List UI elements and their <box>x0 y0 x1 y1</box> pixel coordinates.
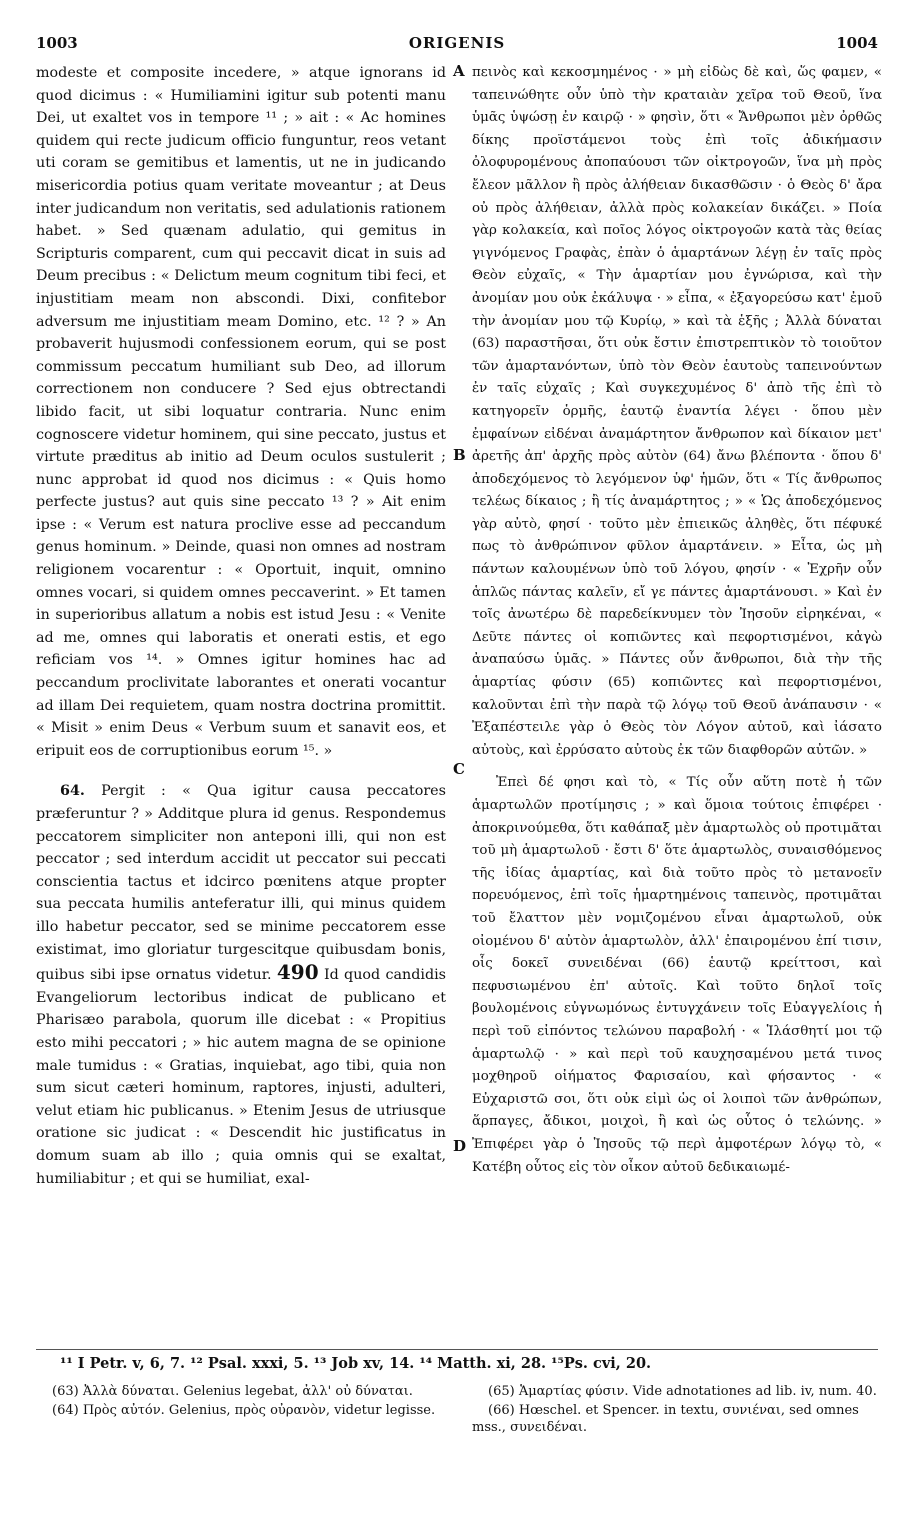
margin-marker-b: B <box>453 446 466 464</box>
note-65: (65) Ἁμαρτίας φύσιν. Vide adnotationes ad lib. iv, num. 40. <box>488 1384 877 1399</box>
note-66: (66) Hœschel. et Spencer. in textu, συνιέναι, sed omnes mss., συνειδέναι. <box>472 1403 859 1435</box>
greek-paragraph-1: πεινὸς καὶ κεκοσμημένος · » μὴ εἰδὼς δὲ καὶ, ὥς φαμεν, « ταπεινώθητε οὖν ὑπὸ τὴν κραταιὰν χεῖρα τοῦ Θεοῦ, ἵνα ὑμᾶς ὑψώσῃ ἐν καιρῷ · » φησὶν, ὅτι « Ἄνθρωποι μὲν ὀρθῶς δίκης προϊστάμενοι τοὺς ἐπὶ τοῖς ἀδικήμασιν ὀλοφυρομένους ἀποπαύουσι τῶν οἰκτρογοῶν, ἵνα μὴ πρὸς ἔλεον μᾶλλον ἢ πρὸς ἀλήθειαν δικασθῶσιν · ὁ Θεὸς δ' ἄρα οὐ πρὸς ἀλήθειαν, ἀλλὰ πρὸς κολακείαν δικάζει. » Ποία γὰρ κολακεία, καὶ ποῖος λόγος οἰκτρογοῶν κατὰ τὰς θείας γιγνόμενος Γραφὰς, ἐπὰν ὁ ἁμαρτάνων λέγῃ ἐν ταῖς πρὸς Θεὸν εὐχαῖς, « Τὴν ἁμαρτίαν μου ἐγνώρισα, καὶ τὴν ἀνομίαν μου οὐκ ἐκάλυψα · » εἶπα, « ἐξαγορεύσω κατ' ἐμοῦ τὴν ἀνομίαν μου τῷ Κυρίῳ, » καὶ τὰ ἑξῆς ; Ἀλλὰ δύναται (63) παραστῆσαι, ὅτι οὐκ ἔστιν ἐπιστρεπτικὸν τὸ τοιοῦτον τῶν ἁμαρτανόντων, ὑπὸ τὸν Θεὸν ἑαυτοὺς ταπεινούντων ἐν ταῖς εὐχαῖς ; Καὶ συγκεχυμένος δ' ἀπὸ τῆς ἐπὶ τὸ κατηγορεῖν ὁρμῆς, ἑαυτῷ ἐναντία λέγει · ὅπου μὲν ἐμφαίνων εἰδέναι ἀναμάρτητον ἄνθρωπον καὶ δίκαιον μετ' ἀρετῆς ἀπ' ἀρχῆς πρὸς αὐτὸν (64) ἄνω βλέποντα · ὅπου δ' ἀποδεχόμενος τὸ λεγόμενον ὑφ' ἡμῶν, ὅτι « Τίς ἄνθρωπος τελέως δίκαιος ; ἢ τίς ἀναμάρτητος ; » « Ὡς ἀποδεχόμενος γὰρ αὐτὸ, φησί · τοῦτο μὲν ἐπιεικῶς ἀληθὲς, ὅτι πέφυκέ πως τὸ ἀνθρώπινον φῦλον ἁμαρτάνειν. » Εἶτα, ὡς μὴ πάντων καλουμένων ὑπὸ τοῦ λόγου, φησίν · « Ἐχρῆν οὖν ἁπλῶς πάντας καλεῖν, εἴ γε πάντες ἁμαρτάνουσι. » Καὶ ἐν τοῖς ἀνωτέρω δὲ παρεδείκνυμεν τὸν Ἰησοῦν εἰρηκέναι, « Δεῦτε πάντες οἱ κοπιῶντες καὶ πεφορτισμένοι, κἀγὼ ἀναπαύσω ὑμᾶς. » Πάντες οὖν ἄνθρωποι, διὰ τὴν τῆς ἁμαρτίας φύσιν (65) κοπιῶντες καὶ πεφορτισμένοι, καλοῦνται ἐπὶ τὴν παρὰ τῷ λόγῳ τοῦ Θεοῦ ἀνάπαυσιν · « Ἐξαπέστειλε γὰρ ὁ Θεὸς τὸν Λόγον αὐτοῦ, καὶ ἰάσατο αὐτοὺς, καὶ ἐρρύσατο αὐτοὺς ἐκ τῶν διαφθορῶν αὐτῶν. » <box>472 65 882 758</box>
notes-left <box>36 1383 456 1421</box>
note-64: (64) Πρὸς αὐτόν. Gelenius, πρὸς οὐρανὸν, videtur legisse. <box>52 1403 436 1418</box>
latin-paragraph-1: modeste et composite incedere, » atque ignorans id quod dicimus : « Humiliamini igitur sub potenti manu Dei, ut exaltet vos in tempore ¹¹ ; » ait : « Ac homines quidem qui recte judicum officio funguntur, reos vetant uti coram se gemitibus et lamentis, ut ne in judicando misericordia potius quam veritate moveantur ; at Deus inter judicandum non veritatis, sed adulationis rationem habet. » Sed quænam adulatio, qui gemitus in Scripturis comparent, cum qui peccavit dicat in suis ad Deum precibus : « Delictum meum cognitum tibi feci, et injustitiam meam non abscondi. Dixi, confitebor adversum me injustitiam meam Domino, etc. ¹² ? » An probaverit hujusmodi confessionem eorum, qui se post commissum peccatum humiliant sub Deo, ad illorum correctionem non conducere ? Sed ejus obtrectandi libido facit, ut sibi loquatur contraria. Nunc enim cognoscere videtur hominem, qui sine peccato, justus et virtute præditus ab initio ad Deum oculos sustulerit ; nunc approbat id quod nos dicimus : « Quis homo perfecte justus? aut quis sine peccato ¹³ ? » Ait enim ipse : « Verum est natura proclive esse ad peccandum genus hominum. » Deinde, quasi non omnes ad nostram religionem vocarentur : « Oportuit, inquit, omnino omnes vocari, si quidem omnes peccaverint. » Et tamen in superioribus allatum a nobis est istud Jesu : « Venite ad me, omnes qui laboratis et onerati estis, et ego reficiam vos ¹⁴. » Omnes igitur homines hac ad peccandum proclivitate laborantes et onerati vocantur ad illam Dei requietem, quam nostra doctrina promittit. « Misit » enim Deus « Verbum suum et sanavit eos, et eripuit eos de corruptionibus eorum ¹⁵. » <box>36 65 446 759</box>
margin-marker-d: D <box>453 1137 467 1155</box>
page-number-right: 1004 <box>836 34 878 52</box>
margin-marker-a: A <box>453 62 465 80</box>
page-header <box>36 34 878 56</box>
latin-paragraph-2-part-b: Id quod candidis Evangeliorum lectoribus indicat de publicano et Pharisæo parabola, quorum ille dicebat : « Propitius esto mihi peccatori ; » hic autem magna de se opinione male tumidus : « Gratias, inquiebat, ago tibi, quia non sum sicut cæteri hominum, raptores, injusti, adulteri, velut etiam hic publicanus. » Etenim Jesus de utriusque oratione sic judicat : « Descendit hic justificatus in domum suam ab illo ; quia omnis qui se exaltat, humiliabitur ; et qui se humiliat, exal- <box>36 967 447 1187</box>
section-number: 64. <box>60 783 85 800</box>
notes-right <box>472 1383 882 1438</box>
margin-marker-c: C <box>453 760 465 778</box>
latin-column <box>36 62 446 1190</box>
footnote-rule <box>36 1349 878 1350</box>
greek-paragraph-2: Ἐπεὶ δέ φησι καὶ τὸ, « Τίς οὖν αὕτη ποτὲ ἡ τῶν ἁμαρτωλῶν προτίμησις ; » καὶ ὅμοια τούτοις ἐπιφέρει · ἀποκρινούμεθα, ὅτι καθάπαξ μὲν ἁμαρτωλὸς οὐ προτιμᾶται τοῦ μὴ ἁμαρτωλοῦ · ἔστι δ' ὅτε ἁμαρτωλὸς, συναισθόμενος τῆς ἰδίας ἁμαρτίας, καὶ διὰ τοῦτο πρὸς τὸ μετανοεῖν πορευόμενος, ἐπὶ τοῖς ἡμαρτημένοις ταπεινὸς, προτιμᾶται τοῦ ἔλαττον μὲν νομιζομένου εἶναι ἁμαρτωλοῦ, οὐκ οἰομένου δ' αὐτὸν ἁμαρτωλὸν, ἀλλ' ἐπαιρομένου ἐπί τισιν, οἷς δοκεῖ συνειδέναι (66) ἑαυτῷ κρείττοσι, καὶ πεφυσιωμένου ἐπ' αὐτοῖς. Καὶ τοῦτο δηλοῖ τοῖς βουλομένοις εὐγνωμόνως ἐντυγχάνειν τοῖς Εὐαγγελίοις ἡ περὶ τοῦ εἰπόντος τελώνου παραβολή · « Ἱλάσθητί μοι τῷ ἁμαρτωλῷ · » καὶ περὶ τοῦ καυχησαμένου μετά τινος μοχθηροῦ οἰήματος Φαρισαίου, καὶ φήσαντος · « Εὐχαριστῶ σοι, ὅτι οὐκ εἰμὶ ὡς οἱ λοιποὶ τῶν ἀνθρώπων, ἅρπαγες, ἄδικοι, μοιχοὶ, ἢ καὶ ὡς οὗτος ὁ τελώνης. » Ἐπιφέρει γὰρ ὁ Ἰησοῦς τῷ περὶ ἀμφοτέρων λόγῳ τὸ, « Κατέβη οὗτος εἰς τὸν οἶκον αὐτοῦ δεδικαιωμέ- <box>472 775 882 1175</box>
scripture-references: ¹¹ I Petr. v, 6, 7. ¹² Psal. xxxi, 5. ¹³ Job xv, 14. ¹⁴ Matth. xi, 28. ¹⁵Ps. cvi, 20. <box>60 1355 652 1372</box>
note-63: (63) Ἀλλὰ δύναται. Gelenius legebat, ἀλλ' οὐ δύναται. <box>52 1384 413 1399</box>
running-title: ORIGENIS <box>408 34 506 52</box>
page-number-left: 1003 <box>36 34 78 52</box>
latin-paragraph-2-part-a: Pergit : « Qua igitur causa peccatores præferuntur ? » Additque plura id genus. Respondemus peccatorem simpliciter non anteponi illi, qui non est peccator ; sed interdum accidit ut peccator sui peccati conscientia tactus et idcirco pœnitens atque propter sua peccata humilis anteferatur illi, qui minus quidem illo habetur peccator, sed se minime peccatorem esse existimat, imo gloriatur turgescitque quibusdam bonis, quibus sibi ipse ornatus videtur. <box>36 783 446 984</box>
latin-paragraph-2 <box>36 780 446 1190</box>
migne-page-number: 490 <box>276 960 319 985</box>
greek-column <box>472 62 882 1179</box>
